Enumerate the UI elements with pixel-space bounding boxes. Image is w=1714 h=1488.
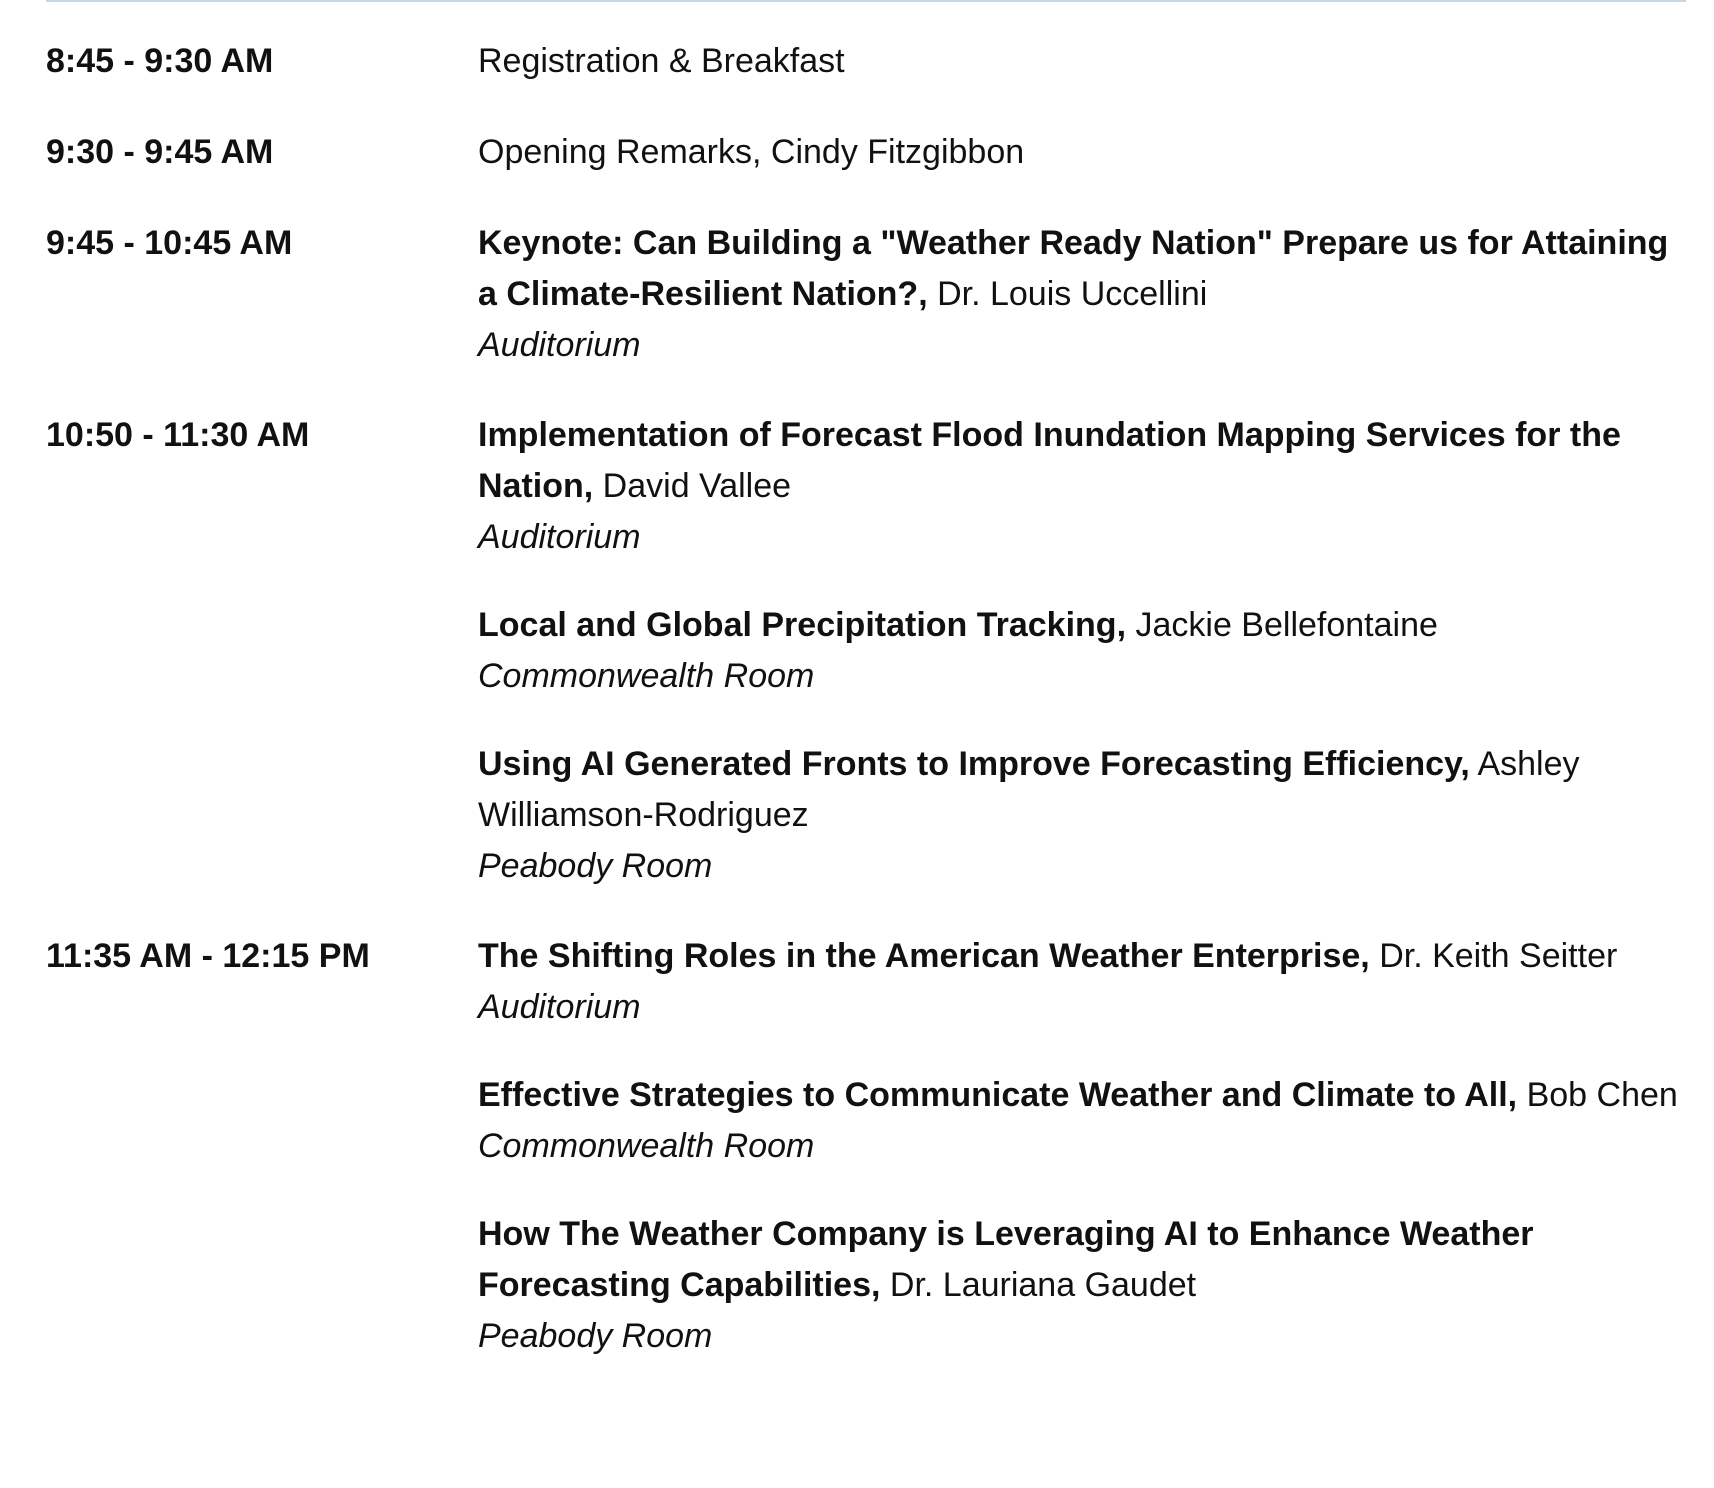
session-room: Commonwealth Room (478, 1127, 815, 1165)
session-room: Commonwealth Room (478, 657, 815, 695)
session-speaker: Jackie Bellefontaine (1135, 606, 1438, 644)
session-speaker: Ashley Williamson-Rodriguez (478, 745, 1580, 834)
session-description: Opening Remarks, Cindy Fitzgibbon (478, 133, 1025, 171)
session-title: Effective Strategies to Communicate Weather and Climate to All, (478, 1076, 1518, 1114)
session-speaker: Bob Chen (1526, 1076, 1678, 1114)
slot-time: 11:35 AM - 12:15 PM (46, 937, 370, 975)
session-item (478, 931, 1686, 1032)
slot-sessions (478, 36, 1686, 87)
session-speaker: Dr. Louis Uccellini (937, 275, 1208, 313)
session-speaker: David Vallee (602, 467, 792, 505)
slot-time: 10:50 - 11:30 AM (46, 416, 310, 454)
session-title: Using AI Generated Fronts to Improve Forecasting Efficiency, (478, 745, 1470, 783)
agenda-slot (46, 931, 1686, 1361)
session-item (478, 127, 1686, 178)
slot-sessions (478, 410, 1686, 891)
session-item (478, 410, 1686, 562)
session-speaker: Dr. Lauriana Gaudet (889, 1266, 1197, 1304)
session-speaker: Dr. Keith Seitter (1379, 937, 1618, 975)
slot-time: 9:45 - 10:45 AM (46, 224, 293, 262)
session-item (478, 739, 1686, 891)
session-room: Auditorium (478, 518, 641, 556)
session-room: Peabody Room (478, 1317, 713, 1355)
session-title: Local and Global Precipitation Tracking, (478, 606, 1127, 644)
slot-time: 9:30 - 9:45 AM (46, 133, 274, 171)
session-title: How The Weather Company is Leveraging AI to Enhance Weather Forecasting Capabilities, (478, 1215, 1534, 1304)
session-item (478, 36, 1686, 87)
slot-sessions (478, 218, 1686, 370)
session-title: Implementation of Forecast Flood Inundation Mapping Services for the Nation, (478, 416, 1621, 505)
slot-sessions (478, 931, 1686, 1361)
slot-sessions (478, 127, 1686, 178)
session-room: Auditorium (478, 326, 641, 364)
session-item (478, 218, 1686, 370)
agenda-slot (46, 410, 1686, 891)
session-title: The Shifting Roles in the American Weather Enterprise, (478, 937, 1370, 975)
session-room: Auditorium (478, 988, 641, 1026)
agenda-slot (46, 218, 1686, 370)
top-divider (46, 0, 1686, 2)
session-description: Registration & Breakfast (478, 42, 845, 80)
session-room: Peabody Room (478, 847, 713, 885)
agenda-slot (46, 36, 1686, 87)
session-item (478, 1209, 1686, 1361)
session-item (478, 600, 1686, 701)
agenda-slot (46, 127, 1686, 178)
agenda-schedule (46, 36, 1686, 1401)
slot-time: 8:45 - 9:30 AM (46, 42, 274, 80)
session-item (478, 1070, 1686, 1171)
session-title: Keynote: Can Building a "Weather Ready Nation" Prepare us for Attaining a Climate-Resilient Nation?, (478, 224, 1669, 313)
